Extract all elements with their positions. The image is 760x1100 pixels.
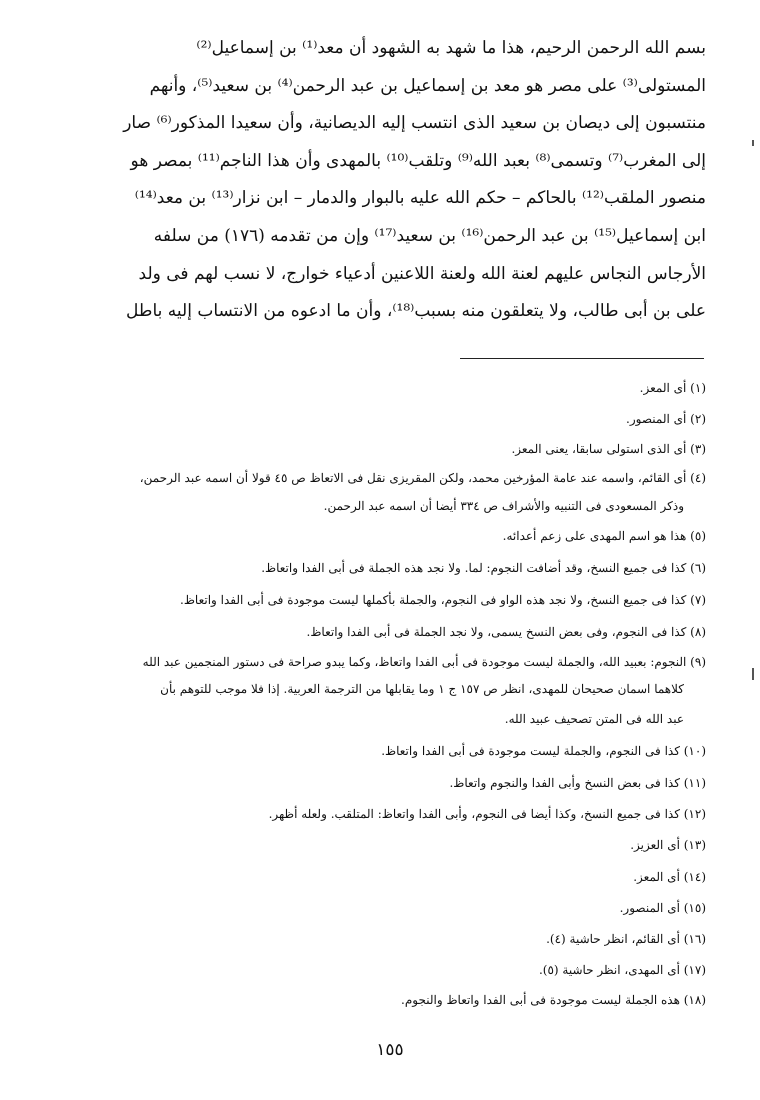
footnote-separator-rule <box>460 358 704 359</box>
footnote-10: (١٠) كذا فى النجوم، والجملة ليست موجودة فى أبى الفدا واتعاظ. <box>381 744 706 758</box>
footnotes-block <box>70 372 706 1015</box>
footnote-8: (٨) كذا فى النجوم، وفى بعض النسخ يسمى، ولا نجد الجملة فى أبى الفدا واتعاظ. <box>306 625 706 639</box>
main-text-line: بسم الله الرحمن الرحيم، هذا ما شهد به الشهود أن معد⁽¹⁾ بن إسماعيل⁽²⁾ <box>196 38 706 58</box>
footnote-15: (١٥) أى المنصور. <box>619 901 706 915</box>
footnote-9-continuation: عبد الله فى المتن تصحيف عبيد الله. <box>504 712 684 726</box>
main-text-line: ابن إسماعيل⁽¹⁵⁾ بن عبد الرحمن⁽¹⁶⁾ بن سعيد⁽¹⁷⁾ وإن من تقدمه (١٧٦) من سلفه <box>153 225 706 246</box>
main-text-line: منتسبون إلى ديصان بن سعيد الذى انتسب إليه الديصانية، وأن سعيدا المذكور⁽⁶⁾ صار <box>123 113 706 134</box>
footnote-9-continuation: كلاهما اسمان صحيحان للمهدى، انظر ص ١٥٧ ج ١ وما يقابلها من الترجمة العربية. إذا فلا موجب للتوهم بأن <box>160 682 684 696</box>
page-number: ١٥٥ <box>376 1040 404 1060</box>
footnote-13: (١٣) أى العزيز. <box>630 838 706 852</box>
footnote-4: (٤) أى القائم، واسمه عند عامة المؤرخين محمد، ولكن المقريزى نقل فى الاتعاظ ص ٤٥ قولا أن اسمه عبد الرحمن، <box>139 471 706 485</box>
footnote-11: (١١) كذا فى بعض النسخ وأبى الفدا والنجوم واتعاظ. <box>449 776 706 790</box>
footnote-6: (٦) كذا فى جميع النسخ، وقد أضافت النجوم: لما. ولا نجد هذه الجملة فى أبى الفدا واتعاظ. <box>261 561 706 575</box>
footnote-7: (٧) كذا فى جميع النسخ، ولا نجد هذه الواو فى النجوم، والجملة بأكملها ليست موجودة فى أبى الفدا واتعاظ. <box>180 593 706 607</box>
footnote-1: (١) أى المعز. <box>639 381 706 395</box>
footnote-2: (٢) أى المنصور. <box>626 412 706 426</box>
footnote-3: (٣) أى الذى استولى سابقا، يعنى المعز. <box>511 442 706 456</box>
footnote-5: (٥) هذا هو اسم المهدى على زعم أعدائه. <box>502 529 706 543</box>
footnote-9: (٩) النجوم: بعبيد الله، والجملة ليست موجودة فى أبى الفدا واتعاظ، وكما يبدو صراحة فى دستور المنجمين عبد الله <box>142 655 706 669</box>
footnote-4-continuation: وذكر المسعودى فى التنبيه والأشراف ص ٣٣٤ أيضا أن اسمه عبد الرحمن. <box>323 499 684 513</box>
main-text-line: إلى المغرب⁽⁷⁾ وتسمى⁽⁸⁾ بعبد الله⁽⁹⁾ وتلقب⁽¹⁰⁾ بالمهدى وأن هذا الناجم⁽¹¹⁾ بمصر هو <box>130 150 706 171</box>
margin-mark <box>752 668 754 680</box>
footnote-12: (١٢) كذا فى جميع النسخ، وكذا أيضا فى النجوم، وأبى الفدا واتعاظ: المتلقب. ولعله أظهر. <box>268 807 706 821</box>
footnote-18: (١٨) هذه الجملة ليست موجودة فى أبى الفدا واتعاظ والنجوم. <box>401 993 706 1007</box>
main-text-block <box>74 30 706 331</box>
footnote-16: (١٦) أى القائم، انظر حاشية (٤). <box>546 932 706 946</box>
margin-mark <box>752 140 754 146</box>
main-text-line: على بن أبى طالب، ولا يتعلقون منه بسبب⁽¹⁸⁾، وأن ما ادعوه من الانتساب إليه باطل <box>126 301 706 322</box>
footnote-17: (١٧) أى المهدى، انظر حاشية (٥). <box>538 963 706 977</box>
main-text-line: منصور الملقب⁽¹²⁾ بالحاكم – حكم الله عليه بالبوار والدمار – ابن نزار⁽¹³⁾ بن معد⁽¹⁴⁾ <box>134 188 706 209</box>
main-text-line: المستولى⁽³⁾ على مصر هو معد بن إسماعيل بن عبد الرحمن⁽⁴⁾ بن سعيد⁽⁵⁾، وأنهم <box>149 75 706 96</box>
footnote-14: (١٤) أى المعز. <box>633 870 706 884</box>
main-text-line: الأرجاس النجاس عليهم لعنة الله ولعنة اللاعنين أدعياء خوارج، لا نسب لهم فى ولد <box>138 263 706 284</box>
